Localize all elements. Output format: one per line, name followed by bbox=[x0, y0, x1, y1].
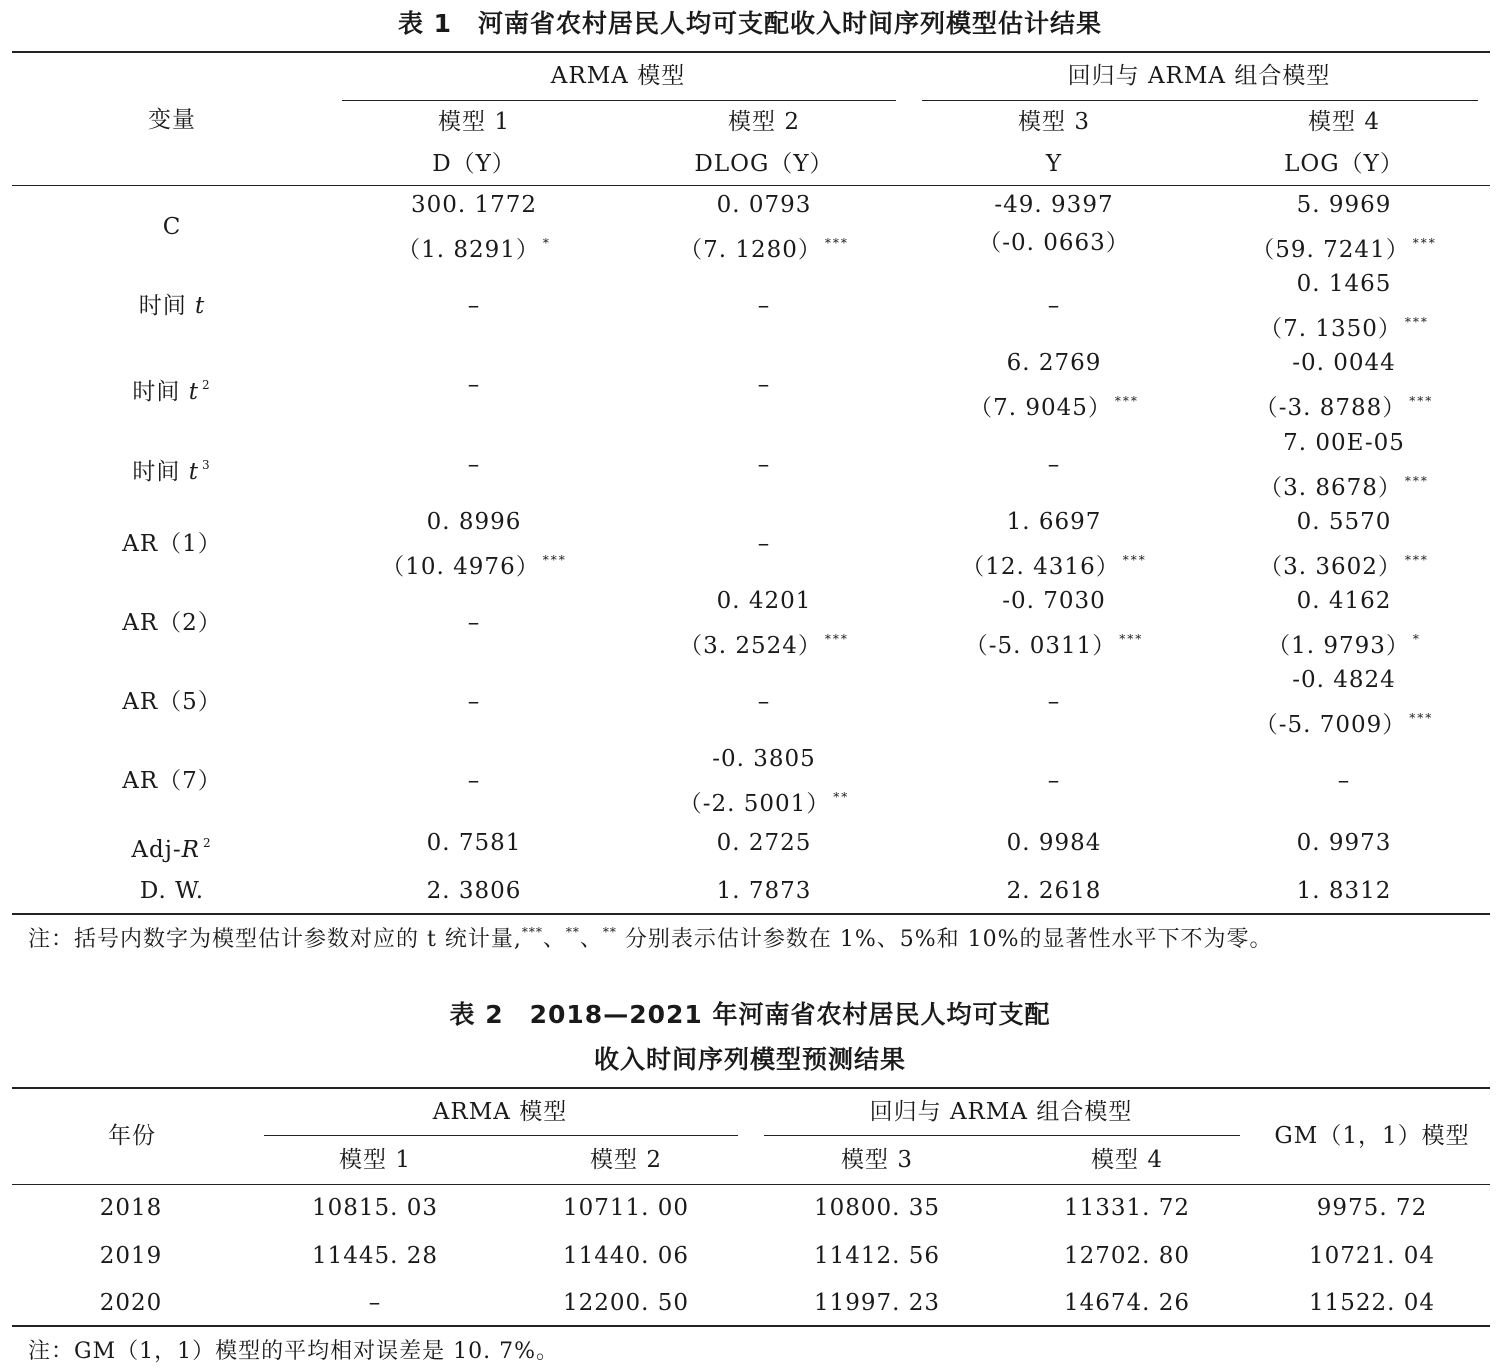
table1-row-label: AR（7） bbox=[122, 767, 222, 794]
table1-note: 注：括号内数字为模型估计参数对应的 t 统计量,***、**、** 分别表示估计参数在 1%、5%和 10%的显著性水平下不为零。 bbox=[28, 925, 1273, 952]
tstat-value: （-0. 0663） bbox=[978, 230, 1130, 256]
tstat-value: （-5. 7009） bbox=[1254, 712, 1407, 738]
table1-coef: 5. 9969 bbox=[1296, 192, 1392, 218]
table2-value: 10800. 35 bbox=[813, 1195, 941, 1221]
table2-title-line2: 收入时间序列模型预测结果 bbox=[593, 1045, 906, 1074]
table2-year: 2020 bbox=[99, 1290, 163, 1316]
table1-adj-value: 0. 2725 bbox=[716, 830, 812, 856]
table2-top-rule bbox=[12, 1087, 1490, 1089]
table1-adj-label: Adj-R $^2$ bbox=[131, 836, 213, 863]
table1-title: 表 1 河南省农村居民人均可支配收入时间序列模型估计结果 bbox=[397, 9, 1103, 38]
significance-stars: ** bbox=[833, 790, 850, 804]
table1-row-label: 时间 t $^3$ bbox=[132, 457, 212, 485]
table2-combo-rule bbox=[764, 1135, 1240, 1136]
table1-dep-1: D（Y） bbox=[432, 151, 516, 177]
table1-coef: 0. 4201 bbox=[716, 588, 812, 614]
table1-empty: – bbox=[1047, 451, 1061, 478]
table2-value: 10711. 00 bbox=[562, 1195, 690, 1221]
table1-coef: -49. 9397 bbox=[994, 192, 1114, 218]
table1-tstat bbox=[1204, 703, 1484, 740]
table1-tstat bbox=[334, 545, 614, 582]
table1-tstat bbox=[624, 624, 904, 661]
table1-row-label: C bbox=[162, 213, 182, 240]
table1-empty: – bbox=[1047, 688, 1061, 715]
significance-stars: *** bbox=[1412, 236, 1437, 250]
tstat-value: （59. 7241） bbox=[1251, 237, 1410, 263]
table1-coef: -0. 3805 bbox=[712, 746, 816, 772]
tstat-value: （1. 9793） bbox=[1267, 633, 1410, 659]
table1-adj-value: 0. 9973 bbox=[1296, 830, 1392, 856]
tstat-value: （1. 8291） bbox=[397, 237, 540, 263]
tstat-value: （-2. 5001） bbox=[678, 791, 831, 817]
table2-group-combo: 回归与 ARMA 组合模型 bbox=[869, 1099, 1133, 1125]
table2-model-4: 模型 4 bbox=[1091, 1147, 1163, 1173]
table2-title-line1: 表 2 2018—2021 年河南省农村居民人均可支配 bbox=[449, 1000, 1051, 1029]
table1-coef: 0. 0793 bbox=[716, 192, 812, 218]
table1-empty: – bbox=[757, 530, 771, 557]
tstat-value: （12. 4316） bbox=[961, 554, 1120, 580]
table1-group-combo: 回归与 ARMA 组合模型 bbox=[1067, 63, 1331, 89]
table1-dw-value: 1. 8312 bbox=[1296, 878, 1392, 904]
table1-combo-rule bbox=[922, 100, 1478, 101]
table2-model-2: 模型 2 bbox=[590, 1147, 662, 1173]
significance-stars: *** bbox=[1404, 474, 1429, 488]
table1-row-label: AR（5） bbox=[122, 688, 222, 715]
significance-stars: * bbox=[542, 236, 551, 250]
table2-value: 11997. 23 bbox=[813, 1290, 941, 1316]
table1-dep-2: DLOG（Y） bbox=[694, 151, 834, 177]
table1-coef: 1. 6697 bbox=[1006, 509, 1102, 535]
table1-dep-4: LOG（Y） bbox=[1284, 151, 1404, 177]
table2-value: 10815. 03 bbox=[311, 1195, 439, 1221]
table1-model-2: 模型 2 bbox=[728, 109, 800, 135]
significance-stars: *** bbox=[824, 236, 849, 250]
table1-adj-value: 0. 9984 bbox=[1006, 830, 1102, 856]
table1-empty: – bbox=[467, 767, 481, 794]
table1-empty: – bbox=[467, 371, 481, 398]
table1-group-arma: ARMA 模型 bbox=[550, 63, 686, 89]
table1-row-label: AR（2） bbox=[122, 609, 222, 636]
table1-coef: 7. 00E-05 bbox=[1283, 430, 1405, 456]
significance-stars: *** bbox=[1404, 315, 1429, 329]
table1-dw-value: 2. 2618 bbox=[1006, 878, 1102, 904]
table1-empty: – bbox=[467, 688, 481, 715]
table2-value: 12200. 50 bbox=[562, 1290, 690, 1316]
table1-dw-label: D. W. bbox=[139, 878, 205, 904]
table2-value: 9975. 72 bbox=[1316, 1195, 1428, 1221]
table1-tstat bbox=[1204, 386, 1484, 423]
table1-tstat bbox=[1204, 228, 1484, 265]
table1-tstat bbox=[1204, 624, 1484, 661]
table1-tstat bbox=[914, 386, 1194, 423]
table1-dep-3: Y bbox=[1045, 151, 1063, 177]
significance-stars: *** bbox=[1119, 632, 1144, 646]
significance-stars: *** bbox=[1122, 553, 1147, 567]
table1-dw-value: 2. 3806 bbox=[426, 878, 522, 904]
table2-value: 11445. 28 bbox=[311, 1243, 439, 1269]
table2-value: 12702. 80 bbox=[1063, 1243, 1191, 1269]
table1-empty: – bbox=[467, 292, 481, 319]
significance-stars: *** bbox=[824, 632, 849, 646]
table1-empty: – bbox=[467, 451, 481, 478]
significance-stars: *** bbox=[542, 553, 567, 567]
table2-value: 11440. 06 bbox=[562, 1243, 690, 1269]
tstat-value: （10. 4976） bbox=[381, 554, 540, 580]
table1-coef: -0. 0044 bbox=[1292, 350, 1396, 376]
table2-group-arma: ARMA 模型 bbox=[432, 1099, 568, 1125]
tstat-value: （7. 1350） bbox=[1259, 316, 1402, 342]
table1-coef: 0. 4162 bbox=[1296, 588, 1392, 614]
table1-model-1: 模型 1 bbox=[438, 109, 510, 135]
table2-header-rule bbox=[12, 1184, 1490, 1185]
table1-arma-rule bbox=[342, 100, 896, 101]
table1-empty: – bbox=[1337, 767, 1351, 794]
table1-empty: – bbox=[757, 292, 771, 319]
table2-bottom-rule bbox=[12, 1325, 1490, 1327]
table1-empty: – bbox=[1047, 292, 1061, 319]
significance-stars: *** bbox=[1114, 394, 1139, 408]
table2-value: 11412. 56 bbox=[813, 1243, 941, 1269]
significance-stars: *** bbox=[1409, 394, 1434, 408]
table1-coef: 6. 2769 bbox=[1006, 350, 1102, 376]
table1-tstat bbox=[914, 624, 1194, 661]
table2-arma-rule bbox=[264, 1135, 738, 1136]
table1-coef: 0. 1465 bbox=[1296, 271, 1392, 297]
table1-coef: -0. 4824 bbox=[1292, 667, 1396, 693]
table1-empty: – bbox=[757, 451, 771, 478]
table1-tstat bbox=[334, 228, 614, 265]
table1-empty: – bbox=[757, 371, 771, 398]
table2-year-header: 年份 bbox=[108, 1123, 156, 1149]
table2-value: – bbox=[368, 1290, 382, 1316]
table1-empty: – bbox=[1047, 767, 1061, 794]
table1-adj-value: 0. 7581 bbox=[426, 830, 522, 856]
tstat-value: （7. 9045） bbox=[969, 395, 1112, 421]
table1-top-rule bbox=[12, 51, 1490, 53]
table1-dw-value: 1. 7873 bbox=[716, 878, 812, 904]
tstat-value: （-3. 8788） bbox=[1254, 395, 1407, 421]
tstat-value: （3. 8678） bbox=[1259, 475, 1402, 501]
table2-year: 2018 bbox=[99, 1195, 163, 1221]
tstat-value: （7. 1280） bbox=[679, 237, 822, 263]
tstat-value: （-5. 0311） bbox=[964, 633, 1117, 659]
adj-sup: 2 bbox=[202, 836, 213, 850]
table1-coef: 300. 1772 bbox=[410, 192, 538, 218]
significance-stars: *** bbox=[1409, 711, 1434, 725]
table1-empty: – bbox=[467, 609, 481, 636]
table1-tstat bbox=[1204, 307, 1484, 344]
tstat-value: （3. 3602） bbox=[1259, 554, 1402, 580]
table1-empty: – bbox=[757, 688, 771, 715]
table1-coef: 0. 5570 bbox=[1296, 509, 1392, 535]
significance-stars: *** bbox=[1404, 553, 1429, 567]
table2-note: 注：GM（1，1）模型的平均相对误差是 10. 7%。 bbox=[28, 1339, 559, 1364]
table1-tstat bbox=[914, 228, 1194, 258]
table1-tstat bbox=[1204, 466, 1484, 503]
table1-model-4: 模型 4 bbox=[1308, 109, 1380, 135]
table1-var-header: 变量 bbox=[148, 107, 196, 133]
table1-row-label: 时间 t $^2$ bbox=[132, 377, 212, 405]
table2-value: 14674. 26 bbox=[1063, 1290, 1191, 1316]
table1-row-label: AR（1） bbox=[122, 530, 222, 557]
table2-model-3: 模型 3 bbox=[841, 1147, 913, 1173]
table2-value: 11522. 04 bbox=[1308, 1290, 1436, 1316]
table1-tstat bbox=[624, 782, 904, 819]
table2-gm-header: GM（1，1）模型 bbox=[1274, 1123, 1470, 1149]
table1-model-3: 模型 3 bbox=[1018, 109, 1090, 135]
significance-stars: * bbox=[1412, 632, 1421, 646]
table2-year: 2019 bbox=[99, 1243, 163, 1269]
table1-tstat bbox=[1204, 545, 1484, 582]
table1-coef: -0. 7030 bbox=[1002, 588, 1106, 614]
table1-coef: 0. 8996 bbox=[426, 509, 522, 535]
table1-tstat bbox=[914, 545, 1194, 582]
table1-bottom-rule bbox=[12, 913, 1490, 915]
table1-row-label: 时间 t bbox=[138, 292, 206, 319]
table2-model-1: 模型 1 bbox=[339, 1147, 411, 1173]
table1-header-rule bbox=[12, 185, 1490, 186]
table2-value: 10721. 04 bbox=[1308, 1243, 1436, 1269]
table1-tstat bbox=[624, 228, 904, 265]
tstat-value: （3. 2524） bbox=[679, 633, 822, 659]
table2-value: 11331. 72 bbox=[1063, 1195, 1191, 1221]
